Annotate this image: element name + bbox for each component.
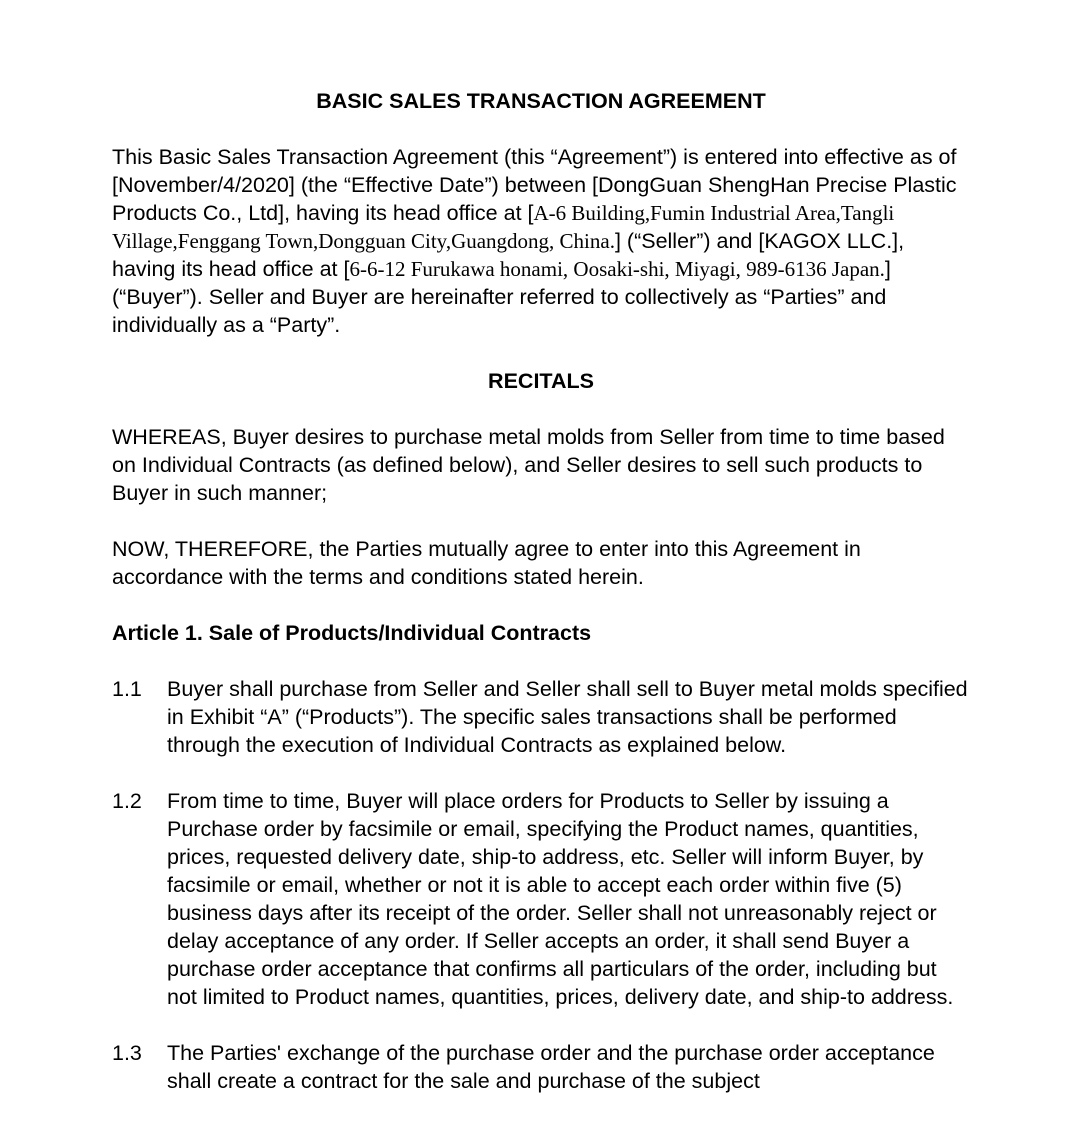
document-title: BASIC SALES TRANSACTION AGREEMENT [316, 89, 766, 113]
whereas-paragraph: WHEREAS, Buyer desires to purchase metal molds from Seller from time to time based on Individual Contracts (as defined below), and Seller desires to sell such products to Buyer in such manner; [112, 425, 945, 505]
recitals-heading: RECITALS [488, 369, 594, 393]
clause-number: 1.3 [112, 1041, 142, 1065]
article-1-heading: Article 1. Sale of Products/Individual Contracts [112, 621, 592, 645]
intro-paragraph [112, 143, 970, 339]
clause-number: 1.1 [112, 677, 142, 701]
seller-address: A-6 Building,Fumin Industrial Area,Tangli Village,Fenggang Town,Dongguan City,Guangdong, China. [112, 201, 895, 253]
clause-item [112, 675, 970, 759]
clause-item [112, 1039, 970, 1095]
buyer-address: 6-6-12 Furukawa honami, Oosaki-shi, Miyagi, 989-6136 Japan. [349, 257, 885, 281]
intro-text-1: This Basic Sales Transaction Agreement (this “Agreement”) is entered into effective as of [November/4/2020] (the “Effective Date”) between [DongGuan ShengHan Precise Plastic Products Co., Ltd], having its head office at [ [112, 145, 957, 225]
clause-text: The Parties' exchange of the purchase order and the purchase order acceptance shall create a contract for the sale and purchase of the subject [167, 1041, 935, 1093]
clause-text: From time to time, Buyer will place orders for Products to Seller by issuing a Purchase order by facsimile or email, specifying the Product names, quantities, prices, requested delivery date, ship-to address, etc. Seller will inform Buyer, by facsimile or email, whether or not it is able to accept each order within five (5) business days after its receipt of the order. Seller shall not unreasonably reject or delay acceptance of any order. If Seller accepts an order, it shall send Buyer a purchase order acceptance that confirms all particulars of the order, including but not limited to Product names, quantities, prices, delivery date, and ship-to address. [167, 789, 954, 1009]
intro-text-2: ] (“Seller”) and [KAGOX LLC.], having its head office at [ [112, 229, 905, 281]
now-therefore-paragraph: NOW, THEREFORE, the Parties mutually agree to enter into this Agreement in accordance with the terms and conditions stated herein. [112, 537, 861, 589]
document-page [112, 87, 970, 1123]
clause-item [112, 787, 970, 1011]
intro-text-3: ] (“Buyer”). Seller and Buyer are hereinafter referred to collectively as “Parties” and individually as a “Party”. [112, 257, 891, 337]
clause-number: 1.2 [112, 789, 142, 813]
clause-text: Buyer shall purchase from Seller and Seller shall sell to Buyer metal molds specified in Exhibit “A” (“Products”). The specific sales transactions shall be performed through the execution of Individual Contracts as explained below. [167, 677, 968, 757]
